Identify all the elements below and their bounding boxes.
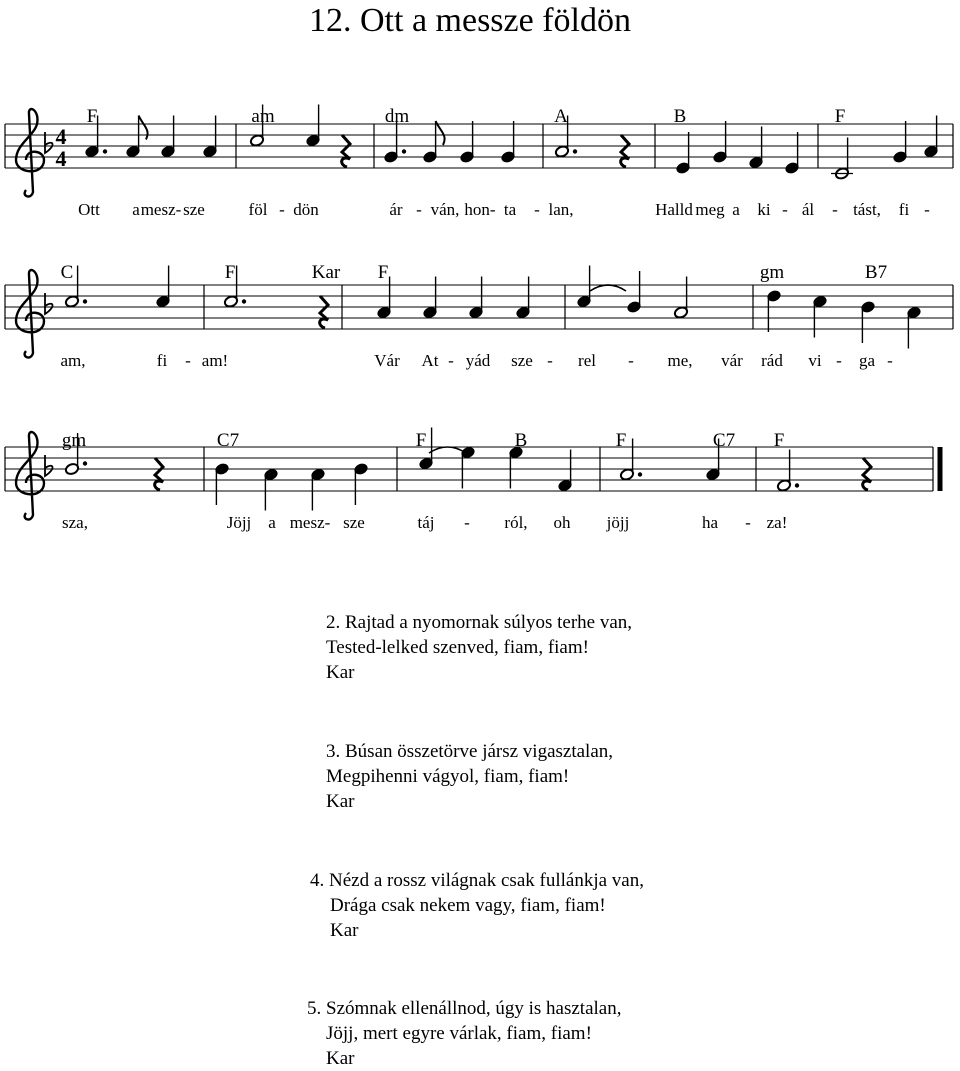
dot (83, 299, 87, 303)
system-2 (5, 262, 953, 370)
lyric-syllable: - (836, 351, 842, 370)
flag (139, 116, 148, 140)
lyric-syllable: - (547, 351, 553, 370)
chord-symbol: F (377, 262, 389, 283)
lyric-syllable: ta (503, 200, 517, 219)
stanza-2-refrain: Kar (326, 662, 355, 683)
lyric-syllable: rel (578, 351, 596, 370)
stanza-3-refrain: Kar (326, 791, 355, 812)
quarter-note (557, 450, 572, 493)
lyric-syllable: za! (766, 513, 788, 532)
flag (436, 121, 445, 145)
lyric-syllable: ki (757, 200, 771, 219)
lyric-syllable: ál (801, 200, 815, 219)
eighth-note (125, 116, 147, 159)
lyric-syllable: yád (465, 351, 491, 370)
quarter-note (422, 277, 437, 320)
lyric-syllable: a (132, 200, 140, 219)
quarter-rest (320, 296, 328, 328)
lyric-syllable: Ott (78, 200, 100, 219)
quarter-note (305, 105, 320, 148)
lyric-syllable: tást, (853, 200, 881, 219)
lyric-syllable: ról, (504, 513, 528, 532)
lyric-syllable: lan, (548, 200, 574, 219)
quarter-note (459, 121, 474, 164)
lyric-syllable: Jöjj (226, 513, 252, 532)
lyric-syllable: ván, (430, 200, 460, 219)
lyric-syllable: - (279, 200, 285, 219)
lyric-syllable: Vár (374, 351, 400, 370)
dot (83, 461, 87, 465)
quarter-note (812, 295, 827, 338)
lyric-syllable: meg (695, 200, 725, 219)
chord-symbol: F (86, 106, 98, 127)
half-note (673, 277, 688, 320)
quarter-rest (621, 135, 629, 167)
quarter-note (892, 121, 907, 164)
chord-symbol: Kar (311, 262, 341, 283)
half-note (776, 450, 799, 493)
dot (402, 149, 406, 153)
stanza-2-line-1: 2. Rajtad a nyomornak súlyos terhe van, (326, 612, 633, 633)
quarter-rest (342, 135, 350, 167)
lyric-syllable: fi (156, 351, 168, 370)
quarter-note (310, 468, 325, 511)
lyric-syllable: - (782, 200, 788, 219)
quarter-note (923, 116, 938, 159)
lyric-syllable: ár (389, 200, 403, 219)
lyric-syllable: a (268, 513, 276, 532)
lyric-syllable: - (464, 513, 470, 532)
dot (242, 299, 246, 303)
lyric-syllable: - (416, 200, 422, 219)
chord-symbol: F (773, 430, 785, 451)
lyric-syllable: sza, (62, 513, 88, 532)
quarter-note (576, 266, 591, 309)
chord-symbol: A (554, 106, 568, 127)
quarter-note (766, 289, 781, 332)
lyric-syllable: fi (898, 200, 910, 219)
lyric-syllable: Halld (655, 200, 693, 219)
lyric-syllable: vi (808, 351, 822, 370)
chord-symbol: am (251, 106, 275, 127)
lyric-syllable: am, (60, 351, 86, 370)
stanza-5-refrain: Kar (326, 1048, 355, 1069)
chord-symbol: gm (61, 430, 87, 451)
quarter-note (860, 300, 875, 343)
chord-symbol: F (834, 106, 846, 127)
stanza-4-line-2: Drága csak nekem vagy, fiam, fiam! (330, 895, 606, 916)
score-systems (5, 105, 953, 533)
lyric-syllable: me, (667, 351, 693, 370)
lyric-syllable: - (924, 200, 930, 219)
quarter-note (353, 462, 368, 505)
lyric-syllable: sze (511, 351, 533, 370)
quarter-note (263, 468, 278, 511)
lyric-syllable: ha (701, 513, 719, 532)
lyric-syllable: a (732, 200, 740, 219)
lyric-syllable: hon- (464, 200, 496, 219)
stanza-3 (326, 739, 613, 814)
chord-symbol: B7 (864, 262, 888, 283)
quarter-note (748, 127, 763, 170)
lyric-syllable: At (421, 351, 439, 370)
lyric-syllable: - (185, 351, 191, 370)
quarter-note (626, 271, 641, 314)
lyric-syllable: - (887, 351, 893, 370)
lyric-syllable: - (534, 200, 540, 219)
stanza-4 (310, 868, 644, 943)
quarter-rest (863, 458, 871, 490)
stanza-5 (307, 996, 621, 1071)
chord-symbol: F (224, 262, 236, 283)
lyric-syllable: - (628, 351, 634, 370)
chord-symbol: F (415, 430, 427, 451)
treble-clef (16, 270, 44, 357)
stanza-3-line-1: 3. Búsan összetörve jársz vigasztalan, (326, 741, 614, 762)
quarter-note (784, 132, 799, 175)
stanza-5-line-2: Jöjj, mert egyre várlak, fiam, fiam! (326, 1023, 592, 1044)
quarter-note (202, 116, 217, 159)
dot (103, 149, 107, 153)
time-signature-bottom: 4 (55, 146, 67, 171)
lyric-syllable: - (745, 513, 751, 532)
lyric-syllable: oh (553, 513, 571, 532)
treble-clef (16, 432, 44, 519)
quarter-note (906, 306, 921, 349)
treble-clef (16, 109, 44, 196)
quarter-note (214, 462, 229, 505)
chord-symbol: gm (759, 262, 785, 283)
song-title: 12. Ott a messze földön (309, 2, 631, 39)
lyric-syllable: sze (183, 200, 205, 219)
quarter-note (712, 121, 727, 164)
lyric-syllable: - (832, 200, 838, 219)
dot (573, 149, 577, 153)
stanza-2-line-2: Tested-lelked szenved, fiam, fiam! (326, 637, 589, 658)
chord-symbol: F (615, 430, 627, 451)
quarter-note (155, 266, 170, 309)
system-1 (5, 105, 953, 220)
quarter-note (160, 116, 175, 159)
quarter-note (675, 132, 690, 175)
lyric-syllable: ga (858, 351, 876, 370)
quarter-note (508, 446, 523, 489)
slur (429, 447, 466, 453)
chord-symbol: C7 (712, 430, 736, 451)
lyric-syllable: rád (761, 351, 783, 370)
quarter-note (500, 121, 515, 164)
dot (638, 472, 642, 476)
stanza-4-line-1: 4. Nézd a rossz világnak csak fullánkja van, (310, 870, 644, 891)
chord-symbol: C7 (216, 430, 240, 451)
lyric-syllable: mesz- (289, 513, 331, 532)
chord-symbol: C (60, 262, 74, 283)
chord-symbol: B (673, 106, 687, 127)
lyric-syllable: föl (248, 200, 268, 219)
lyric-syllable: - (448, 351, 454, 370)
stanza-5-line-1: 5. Szómnak ellenállnod, úgy is hasztalan, (307, 998, 622, 1019)
quarter-rest (155, 458, 163, 490)
stanza-3-line-2: Megpihenni vágyol, fiam, fiam! (326, 766, 570, 787)
lyric-syllable: am! (201, 351, 229, 370)
dot (795, 483, 799, 487)
chord-symbol: B (514, 430, 528, 451)
quarter-note (460, 446, 475, 489)
stanza-2 (326, 610, 632, 685)
slur (590, 285, 626, 291)
system-3 (5, 428, 940, 533)
stanza-4-refrain: Kar (330, 920, 359, 941)
lyric-syllable: mesz- (140, 200, 182, 219)
lyric-syllable: táj (417, 513, 435, 532)
lyric-syllable: dön (293, 200, 319, 219)
chord-symbol: dm (384, 106, 410, 127)
half-note (831, 138, 853, 181)
time-signature-top: 4 (55, 124, 67, 149)
quarter-note (515, 277, 530, 320)
lyric-syllable: vár (721, 351, 743, 370)
quarter-note (468, 277, 483, 320)
lyric-syllable: jöjj (606, 513, 630, 532)
lyric-syllable: sze (343, 513, 365, 532)
